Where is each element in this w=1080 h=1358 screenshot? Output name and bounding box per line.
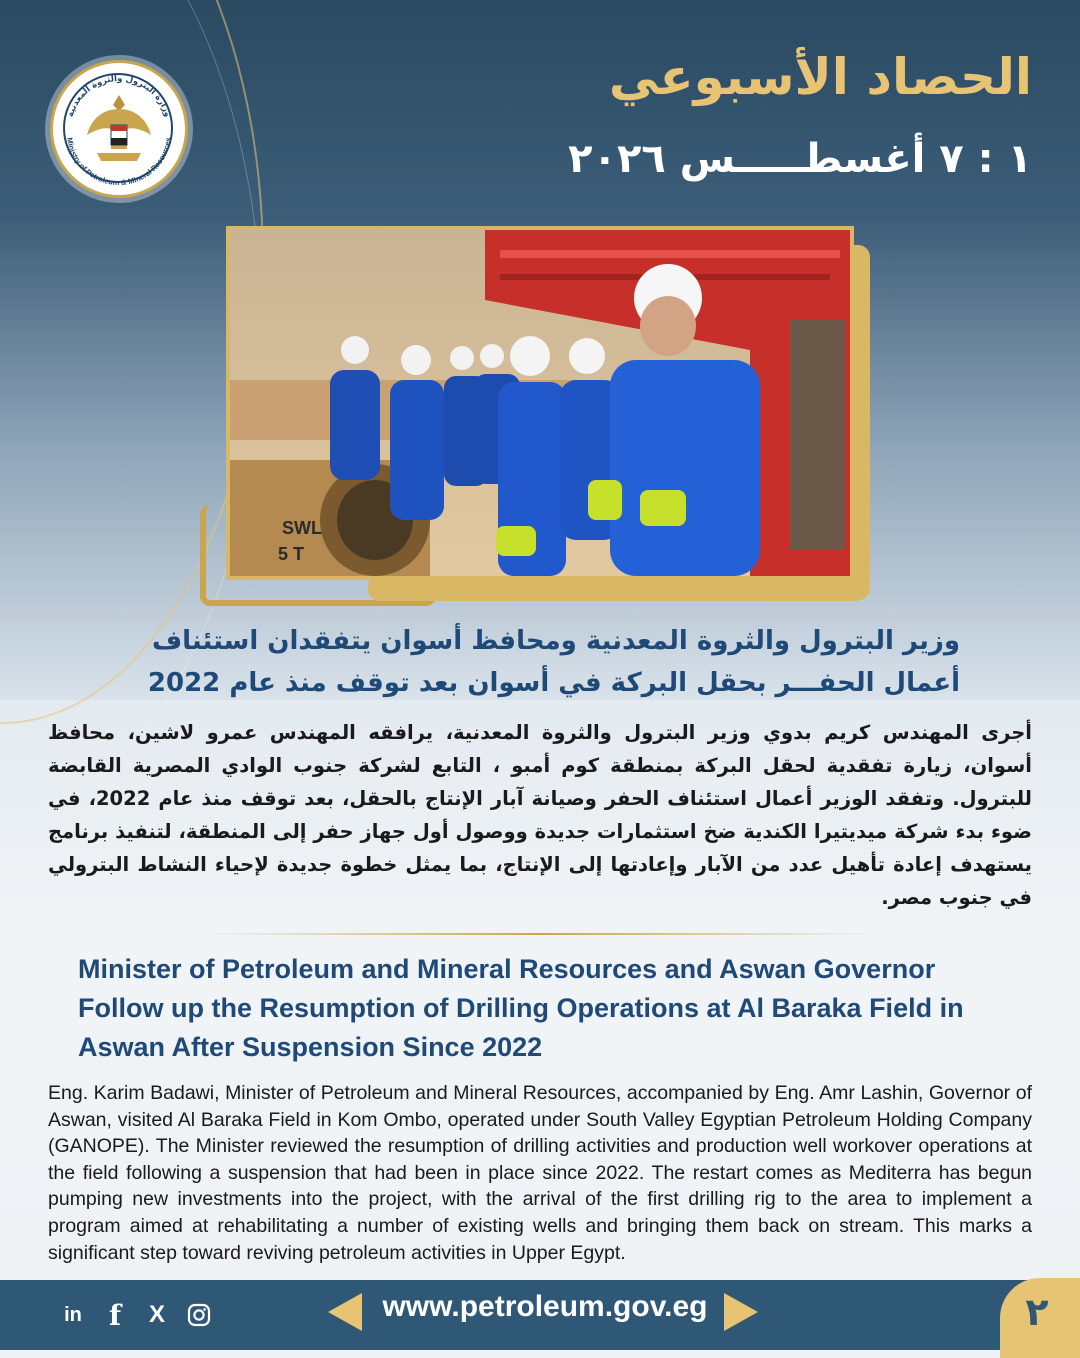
facebook-label: f (108, 1298, 122, 1332)
x-twitter-icon[interactable] (138, 1296, 176, 1334)
logo-arabic-text: وزارة البترول والثروة المعدنية (65, 73, 173, 119)
ministry-logo (50, 60, 188, 198)
date-range: ١ : ٧ أغسطـــــس ٢٠٢٦ (568, 136, 1032, 182)
eagle-emblem-icon (83, 91, 155, 167)
facebook-icon[interactable] (96, 1296, 134, 1334)
linkedin-icon[interactable] (54, 1296, 92, 1334)
news-photo (226, 226, 854, 580)
x-label: X (148, 1301, 165, 1328)
page-title: الحصاد الأسبوعي (608, 48, 1032, 106)
arrow-left-icon (328, 1293, 362, 1331)
page-number: ٢ (1025, 1290, 1049, 1334)
arabic-body: أجرى المهندس كريم بدوي وزير البترول والثروة المعدنية، يرافقه المهندس عمرو لاشين، محافظ أسوان، زيارة تفقدية لحقل البركة بمنطقة كوم أمبو ، التابع لشركة جنوب الوادي المصرية القابضة للبترول. وتفقد الوزير أعمال استئناف الحفر وصيانة آبار الإنتاج بالحقل، بعد توقف منذ عام 2022، في ضوء بدء شركة ميديتيرا الكندية ضخ استثمارات جديدة ووصول أول جهاز حفر إلى المنطقة، لتنفيذ برنامج يستهدف إعادة تأهيل عدد من الآبار وإعادتها إلى الإنتاج، بما يمثل خطوة جديدة لإحياء النشاط البترولي في جنوب مصر. (48, 721, 1032, 909)
logo-english-text: Ministry of Petroleum & Mineral Resources (65, 136, 173, 188)
section-divider (200, 933, 880, 935)
instagram-icon[interactable] (180, 1296, 218, 1334)
winch-label-swl: SWL (282, 518, 322, 538)
linkedin-label: in (64, 1303, 82, 1326)
arrow-right-icon (724, 1293, 758, 1331)
winch-label-capacity: 5 T (278, 544, 305, 564)
arabic-headline: وزير البترول والثروة المعدنية ومحافظ أسوان يتفقدان استئناف أعمال الحفـــر بحقل البركة في أسوان بعد توقف منذ عام 2022 (147, 626, 960, 698)
photo-illustration (230, 230, 850, 576)
instagram-glyph (187, 1303, 211, 1327)
english-headline: Minister of Petroleum and Mineral Resources and Aswan Governor Follow up the Resumption of Drilling Operations at Al Baraka Field in Aswan After Suspension Since 2022 (78, 954, 964, 1062)
website-link[interactable]: www.petroleum.gov.eg (382, 1290, 708, 1323)
english-body: Eng. Karim Badawi, Minister of Petroleum and Mineral Resources, accompanied by Eng. Amr Lashin, Governor of Aswan, visited Al Baraka Field in Kom Ombo, operated under South Valley Egyptian Petroleum Holding Company (GANOPE). The Minister reviewed the resumption of drilling activities and production well workover operations at the field following a suspension that had been in place since 2022. The restart comes as Mediterra has begun pumping new investments into the project, with the arrival of the first drilling rig to the area to implement a program aimed at rehabilitating a number of existing wells and bringing them back on stream. This marks a significant step toward reviving petroleum activities in Upper Egypt. (48, 1082, 1032, 1264)
